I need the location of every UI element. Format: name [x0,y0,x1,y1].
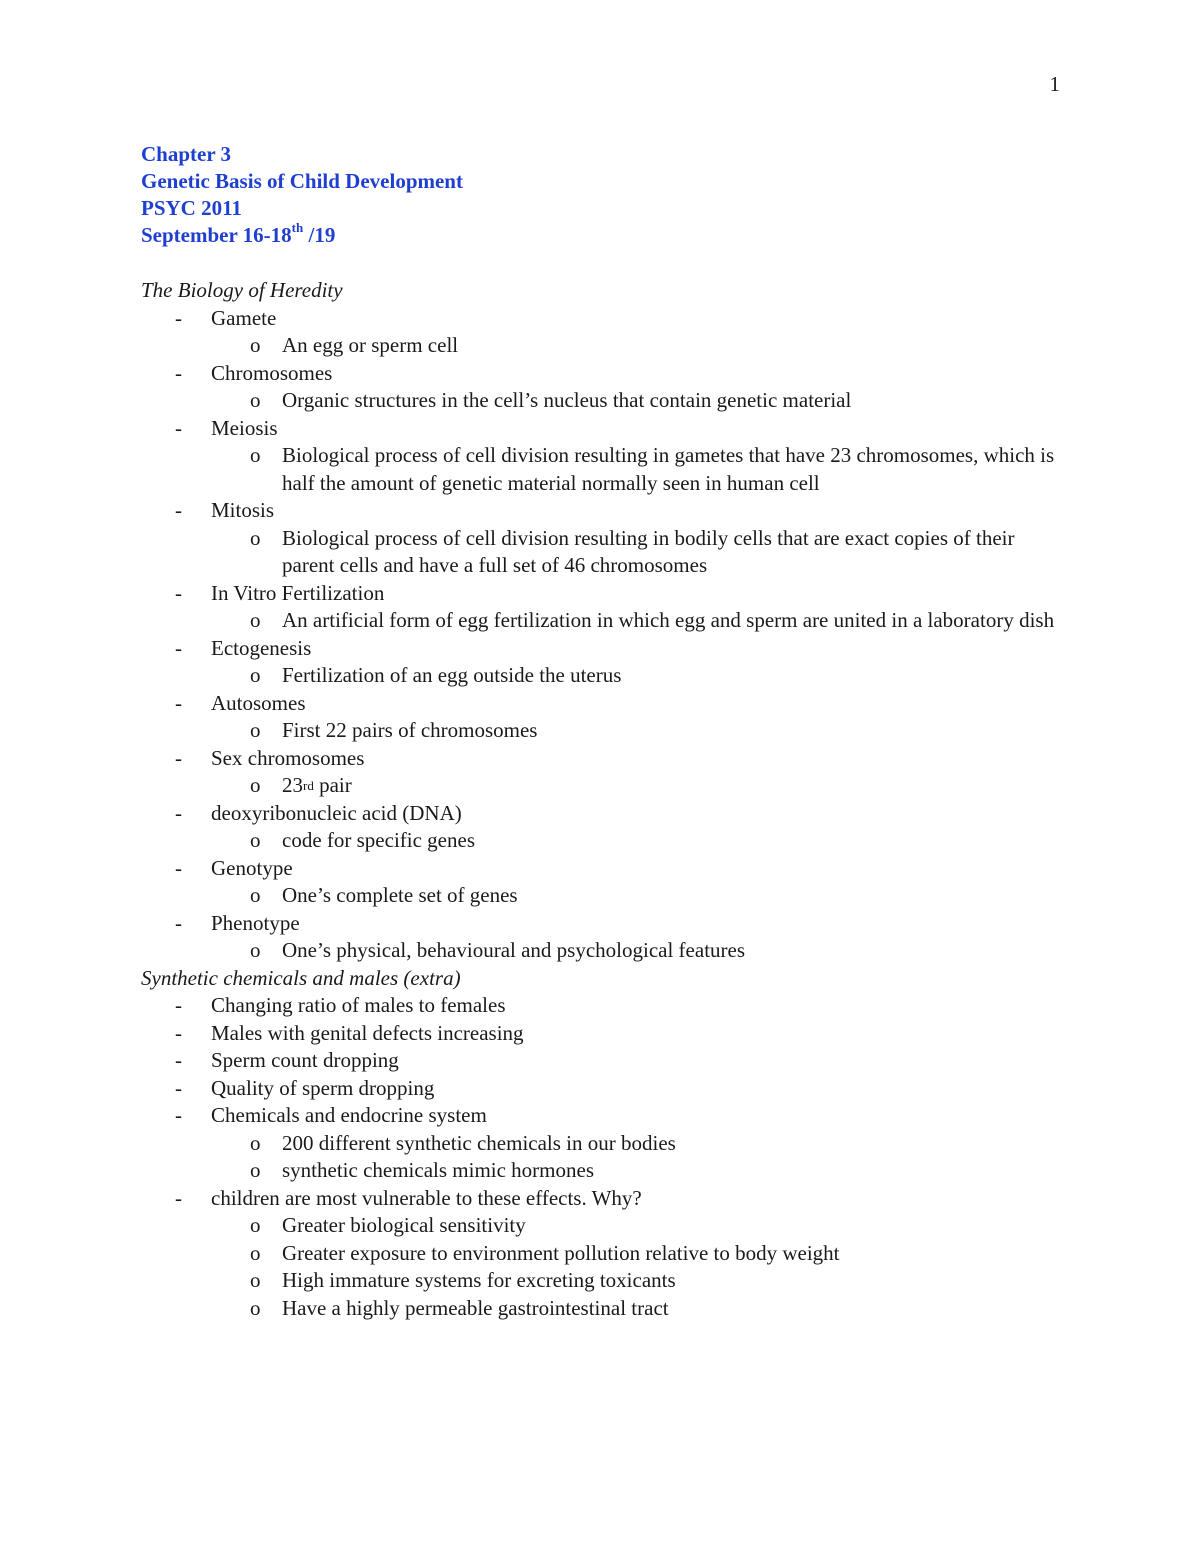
chapter-title: Genetic Basis of Child Development [141,169,463,193]
term-label: Autosomes [211,690,306,715]
sub-list-item [141,1240,1071,1268]
term-label: deoxyribonucleic acid (DNA) [211,800,462,825]
definition-prefix: 23 [282,773,303,797]
list-item [141,1185,1071,1213]
sub-list-item-text: Greater exposure to environment pollution relative to body weight [282,1240,840,1265]
term-item [141,580,1071,608]
list-item-text: Males with genital defects increasing [211,1020,524,1045]
sub-list-item-text: Greater biological sensitivity [282,1213,526,1237]
sub-list-item [141,1267,1071,1295]
list-item-text: Chemicals and endocrine system [211,1103,487,1127]
course-code: PSYC 2011 [141,196,242,220]
term-definition [141,387,1071,415]
dash-marker: - [175,910,182,935]
definition-text: One’s complete set of genes [282,883,518,907]
bullet-marker: o [250,1268,261,1292]
dash-marker: - [175,1048,182,1072]
bullet-marker: o [250,333,261,357]
term-item [141,305,1071,333]
sub-list-item [141,1212,1071,1240]
list-item-text: Sperm count dropping [211,1048,399,1072]
dash-marker: - [175,360,182,385]
term-item [141,800,1071,828]
term-definition [141,882,1071,910]
term-definition [141,607,1071,635]
date-suffix: /19 [303,223,336,247]
dash-marker: - [175,690,182,715]
term-definition [141,937,1071,965]
term-item [141,360,1071,388]
dash-marker: - [175,498,182,522]
sub-list-item [141,1130,1071,1158]
definition-text: An artificial form of egg fertilization in which egg and sperm are united in a laboratory dish [282,608,1055,632]
notes-content [141,277,1071,1322]
list-item [141,1102,1071,1130]
list-item-text: Changing ratio of males to females [211,993,506,1017]
bullet-marker: o [250,608,261,632]
term-label: In Vitro Fertilization [211,580,385,605]
bullet-marker: o [250,1130,261,1155]
term-item [141,855,1071,883]
dash-marker: - [175,635,182,660]
definition-ordinal: rd [303,778,314,793]
term-definition [141,662,1071,690]
dash-marker: - [175,745,182,770]
dash-marker: - [175,1103,182,1127]
definition-text: Organic structures in the cell’s nucleus that contain genetic material [282,388,852,412]
term-item [141,690,1071,718]
term-item [141,497,1071,525]
date-prefix: September 16-18 [141,223,292,247]
term-label: Chromosomes [211,360,333,385]
dash-marker: - [175,1075,182,1100]
lecture-date [141,222,463,249]
term-label: Phenotype [211,910,300,935]
sub-list-item-text: Have a highly permeable gastrointestinal tract [282,1295,669,1320]
list-item [141,992,1071,1020]
term-item [141,415,1071,443]
definition-text: code for specific genes [282,828,475,852]
definition-suffix: pair [313,773,352,797]
term-definition [141,772,1071,800]
list-item [141,1075,1071,1103]
term-definition [141,525,1071,580]
term-label: Sex chromosomes [211,745,365,770]
bullet-marker: o [250,718,261,742]
list-item-text: children are most vulnerable to these effects. Why? [211,1185,642,1210]
term-definition [141,442,1071,497]
dash-marker: - [175,1185,182,1210]
term-label: Ectogenesis [211,635,312,660]
bullet-marker: o [250,938,261,962]
term-label: Genotype [211,855,293,880]
term-definition [141,827,1071,855]
term-label: Meiosis [211,415,278,440]
term-label: Mitosis [211,498,275,522]
sub-list-item-text: High immature systems for excreting toxicants [282,1268,676,1292]
term-definition [141,717,1071,745]
sub-list-item-text: 200 different synthetic chemicals in our bodies [282,1130,676,1155]
bullet-marker: o [250,525,261,550]
bullet-marker: o [250,1213,261,1237]
definition-text: One’s physical, behavioural and psychological features [282,938,746,962]
dash-marker: - [175,305,182,330]
sub-list-item-text: synthetic chemicals mimic hormones [282,1158,595,1182]
dash-marker: - [175,415,182,440]
bullet-marker: o [250,388,261,412]
sub-list-item [141,1157,1071,1185]
definition-text [282,773,352,797]
term-item [141,635,1071,663]
bullet-marker: o [250,663,261,687]
list-item-text: Quality of sperm dropping [211,1075,435,1100]
term-item [141,745,1071,773]
sub-list-item [141,1295,1071,1323]
bullet-marker: o [250,1295,261,1320]
page-number: 1 [1049,72,1060,96]
definition-text: First 22 pairs of chromosomes [282,718,538,742]
definition-text: Biological process of cell division resulting in bodily cells that are exact copies of their parent cells and have a full set of 46 chromosomes [282,525,1015,577]
section-title-synthetic-chemicals: Synthetic chemicals and males (extra) [141,965,461,990]
bullet-marker: o [250,1158,261,1182]
section-title-biology-of-heredity: The Biology of Heredity [141,278,343,302]
bullet-marker: o [250,828,261,852]
dash-marker: - [175,580,182,605]
term-item [141,910,1071,938]
list-item [141,1020,1071,1048]
term-label: Gamete [211,305,277,330]
term-definition [141,332,1071,360]
bullet-marker: o [250,443,261,467]
definition-text: Biological process of cell division resulting in gametes that have 23 chromosomes, which is half the amount of genetic material normally seen in human cell [282,443,1055,495]
bullet-marker: o [250,773,261,797]
definition-text: An egg or sperm cell [282,333,459,357]
chapter-label: Chapter 3 [141,142,232,166]
dash-marker: - [175,993,182,1017]
dash-marker: - [175,1020,182,1045]
date-ordinal: th [291,220,304,235]
list-item [141,1047,1071,1075]
bullet-marker: o [250,1240,261,1265]
definition-text: Fertilization of an egg outside the uterus [282,663,622,687]
dash-marker: - [175,855,182,880]
bullet-marker: o [250,883,261,907]
dash-marker: - [175,800,182,825]
document-header [141,141,463,249]
